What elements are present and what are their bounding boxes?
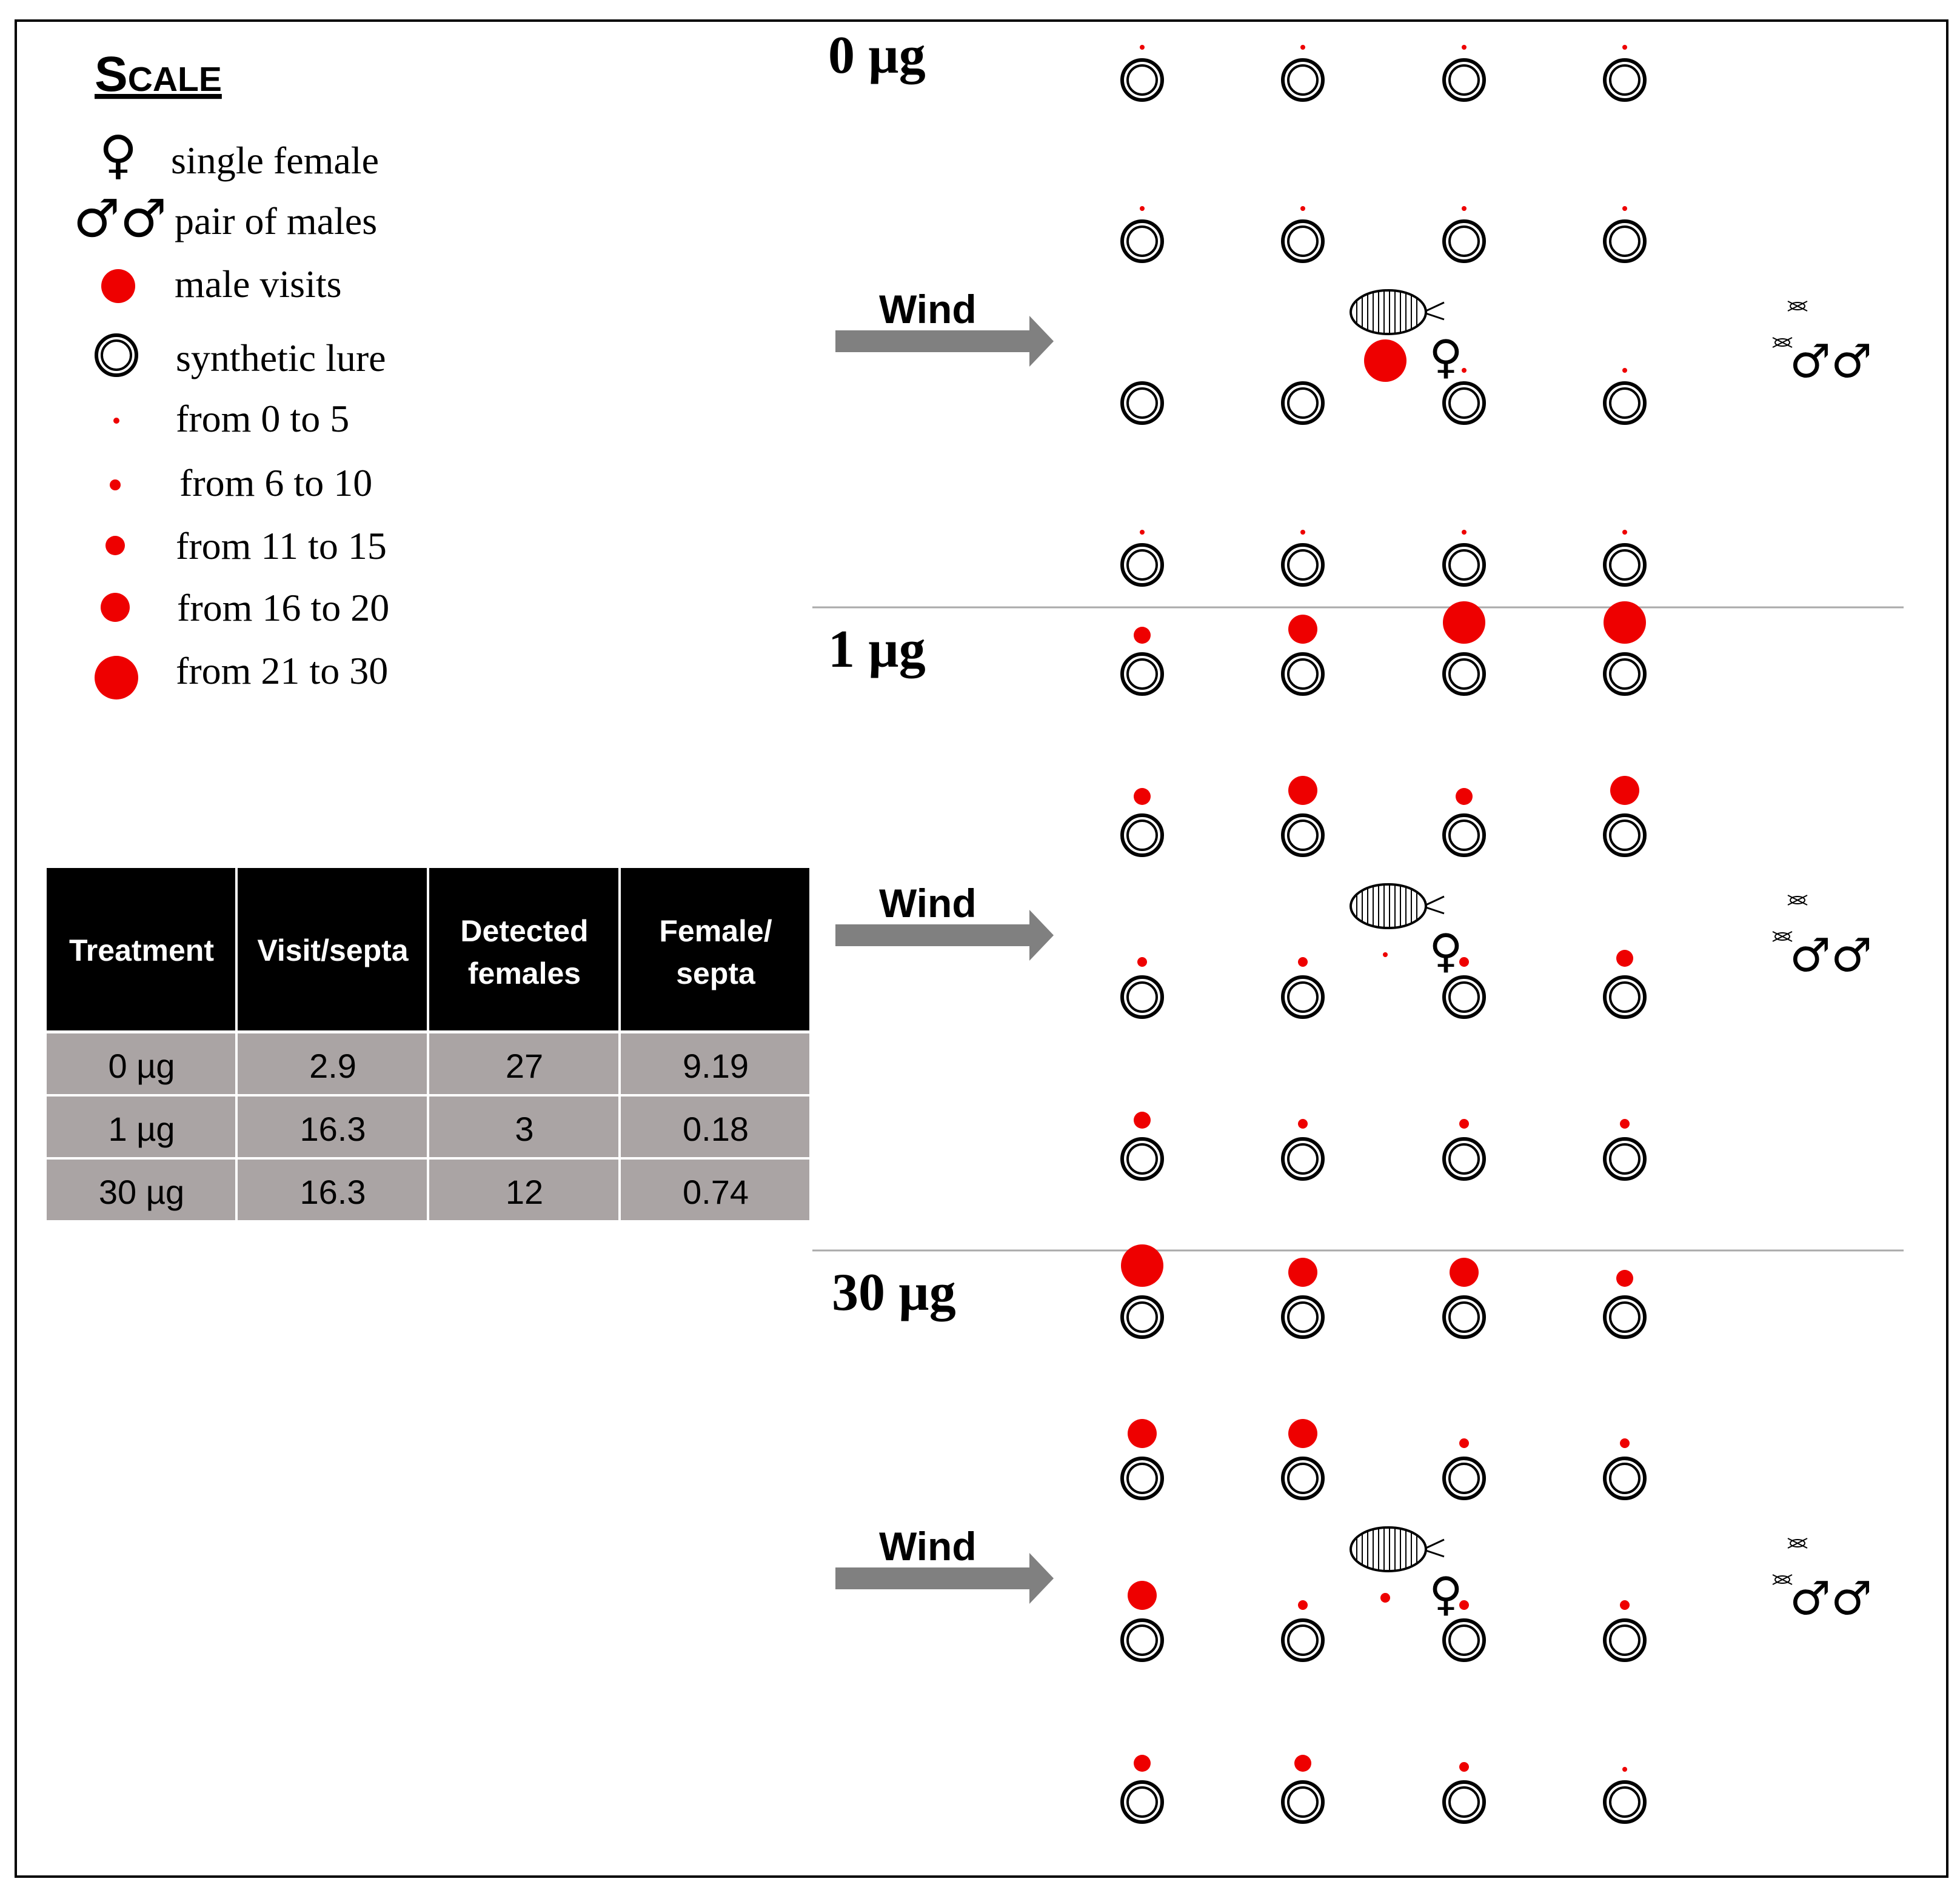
- lure: [1605, 1620, 1645, 1660]
- legend-label-males: pair of males: [175, 199, 378, 242]
- visit-dot: [1140, 530, 1145, 535]
- visit-dot: [1128, 1581, 1157, 1610]
- lure: [1283, 654, 1323, 694]
- visit-dot: [1620, 1119, 1630, 1129]
- legend-female-icon: ♀: [99, 125, 138, 185]
- lure: [1605, 221, 1645, 261]
- lure: [1122, 221, 1162, 261]
- visit-dot: [1462, 206, 1467, 211]
- legend-title: Scale: [95, 47, 222, 102]
- visit-dot: [1298, 957, 1308, 967]
- legend-dot-3: [105, 536, 125, 555]
- visit-dot: [1288, 1258, 1317, 1287]
- lure: [1605, 60, 1645, 100]
- visit-dot: [1288, 615, 1317, 644]
- visit-dot: [1134, 1112, 1151, 1129]
- visit-dot: [1288, 776, 1317, 805]
- dose-label: 0 µg: [828, 26, 926, 85]
- visit-dot: [1443, 601, 1485, 644]
- lure: [1122, 654, 1162, 694]
- lure: [1444, 383, 1484, 423]
- lure: [1122, 977, 1162, 1017]
- lure: [1283, 1139, 1323, 1179]
- visit-dot: [1459, 1438, 1469, 1448]
- lure: [1444, 1139, 1484, 1179]
- lure: [1283, 1782, 1323, 1822]
- visit-dot: [1604, 601, 1646, 644]
- lure: [1122, 1620, 1162, 1660]
- lure: [1283, 1297, 1323, 1337]
- table-cell-value: 16.3: [299, 1173, 366, 1211]
- visit-dot: [1298, 1119, 1308, 1129]
- wind-label: Wind: [879, 881, 977, 926]
- female-visit-dot: [1364, 339, 1406, 382]
- visit-dot: [1622, 1767, 1627, 1772]
- table-header-label: Treatment: [69, 933, 214, 967]
- visit-dot: [1616, 950, 1633, 967]
- lure: [1122, 1139, 1162, 1179]
- legend-dot-5: [95, 656, 138, 699]
- visit-dot: [1128, 1419, 1157, 1448]
- table-cell-value: 27: [505, 1047, 544, 1085]
- legend-label-female: single female: [171, 139, 379, 182]
- lure: [1605, 383, 1645, 423]
- lure: [1444, 1458, 1484, 1498]
- table-cell-value: 0 µg: [108, 1047, 175, 1085]
- lure: [1605, 815, 1645, 855]
- lure: [1122, 815, 1162, 855]
- lure: [1122, 545, 1162, 585]
- visit-dot: [1288, 1419, 1317, 1448]
- visit-dot: [1300, 206, 1305, 211]
- legend-label-dot3: from 11 to 15: [176, 524, 387, 567]
- lure: [1283, 1620, 1323, 1660]
- visit-dot: [1300, 45, 1305, 50]
- table-cell-value: 3: [515, 1110, 534, 1148]
- table-header-label: Visit/septa: [257, 933, 409, 967]
- visit-dot: [1298, 1600, 1308, 1610]
- female-icon: ♀: [1429, 924, 1463, 978]
- wind-label: Wind: [879, 287, 977, 332]
- lure: [1283, 977, 1323, 1017]
- visit-dot: [1294, 1755, 1311, 1772]
- legend-label-visit: male visits: [175, 262, 342, 305]
- lure: [1444, 60, 1484, 100]
- legend-dot-1: [113, 418, 119, 424]
- lure: [1605, 1139, 1645, 1179]
- legend-dot-4: [101, 593, 130, 622]
- visit-dot: [1620, 1600, 1630, 1610]
- lure: [1283, 815, 1323, 855]
- table-header-label: Detected: [460, 914, 589, 948]
- lure: [1122, 1458, 1162, 1498]
- lure: [1444, 1620, 1484, 1660]
- lure: [1605, 977, 1645, 1017]
- legend-label-dot1: from 0 to 5: [176, 397, 350, 440]
- table-cell-value: 2.9: [309, 1047, 356, 1085]
- visit-dot: [1459, 1762, 1469, 1772]
- legend-males-icon: ♂♂: [73, 189, 167, 249]
- table-cell-value: 16.3: [299, 1110, 366, 1148]
- lure: [1444, 221, 1484, 261]
- lure: [1444, 654, 1484, 694]
- table-cell-value: 12: [505, 1173, 544, 1211]
- visit-dot: [1121, 1244, 1163, 1287]
- visit-dot: [1622, 45, 1627, 50]
- legend-visit-dot: [101, 269, 135, 303]
- table-header-cell: [621, 868, 809, 1030]
- visit-dot: [1462, 45, 1467, 50]
- lure: [1283, 221, 1323, 261]
- lure: [1283, 60, 1323, 100]
- wind-label: Wind: [879, 1524, 977, 1569]
- lure: [1605, 1458, 1645, 1498]
- table-header-label: septa: [676, 956, 755, 990]
- lure: [1605, 654, 1645, 694]
- female-icon: ♀: [1429, 330, 1463, 384]
- visit-dot: [1134, 1755, 1151, 1772]
- lure: [1444, 1782, 1484, 1822]
- lure: [1283, 545, 1323, 585]
- visit-dot: [1622, 368, 1627, 373]
- males-icon: ♂♂: [1789, 1571, 1873, 1625]
- visit-dot: [1610, 776, 1639, 805]
- lure: [1444, 977, 1484, 1017]
- lure: [1444, 815, 1484, 855]
- lure: [1283, 383, 1323, 423]
- lure: [1444, 1297, 1484, 1337]
- female-icon: ♀: [1429, 1567, 1463, 1621]
- dose-label: 30 µg: [832, 1263, 956, 1322]
- lure: [1605, 1297, 1645, 1337]
- visit-dot: [1622, 206, 1627, 211]
- legend: [73, 47, 389, 699]
- table-cell-value: 1 µg: [108, 1110, 175, 1148]
- lure: [1122, 1782, 1162, 1822]
- female-visit-dot: [1383, 952, 1388, 957]
- lure: [1122, 60, 1162, 100]
- visit-dot: [1462, 530, 1467, 535]
- table-header-cell: [429, 868, 618, 1030]
- legend-label-dot2: from 6 to 10: [179, 461, 373, 504]
- lure: [1283, 1458, 1323, 1498]
- legend-lure-icon: [96, 335, 136, 375]
- lure: [1122, 383, 1162, 423]
- visit-dot: [1134, 788, 1151, 805]
- lure: [1444, 545, 1484, 585]
- males-icon: ♂♂: [1789, 334, 1873, 388]
- legend-label-dot5: from 21 to 30: [176, 649, 389, 692]
- lure: [1122, 1297, 1162, 1337]
- visit-dot: [1134, 627, 1151, 644]
- lure: [1605, 1782, 1645, 1822]
- males-icon: ♂♂: [1789, 928, 1873, 982]
- table-header-label: females: [467, 956, 581, 990]
- table-cell-value: 0.18: [683, 1110, 749, 1148]
- visit-dot: [1459, 1119, 1469, 1129]
- dose-label: 1 µg: [828, 620, 926, 679]
- legend-dot-2: [110, 479, 121, 490]
- legend-label-dot4: from 16 to 20: [177, 586, 390, 629]
- visit-dot: [1140, 45, 1145, 50]
- table-cell-value: 0.74: [683, 1173, 749, 1211]
- visit-dot: [1622, 530, 1627, 535]
- visit-dot: [1140, 206, 1145, 211]
- visit-dot: [1450, 1258, 1479, 1287]
- legend-label-lure: synthetic lure: [176, 336, 386, 379]
- table-header-label: Female/: [659, 914, 772, 948]
- visit-dot: [1137, 957, 1147, 967]
- visit-dot: [1620, 1438, 1630, 1448]
- lure: [1605, 545, 1645, 585]
- table-cell-value: 30 µg: [98, 1173, 185, 1211]
- visit-dot: [1300, 530, 1305, 535]
- visit-dot: [1616, 1270, 1633, 1287]
- visit-dot: [1456, 788, 1473, 805]
- table-cell-value: 9.19: [683, 1047, 749, 1085]
- female-visit-dot: [1380, 1593, 1390, 1603]
